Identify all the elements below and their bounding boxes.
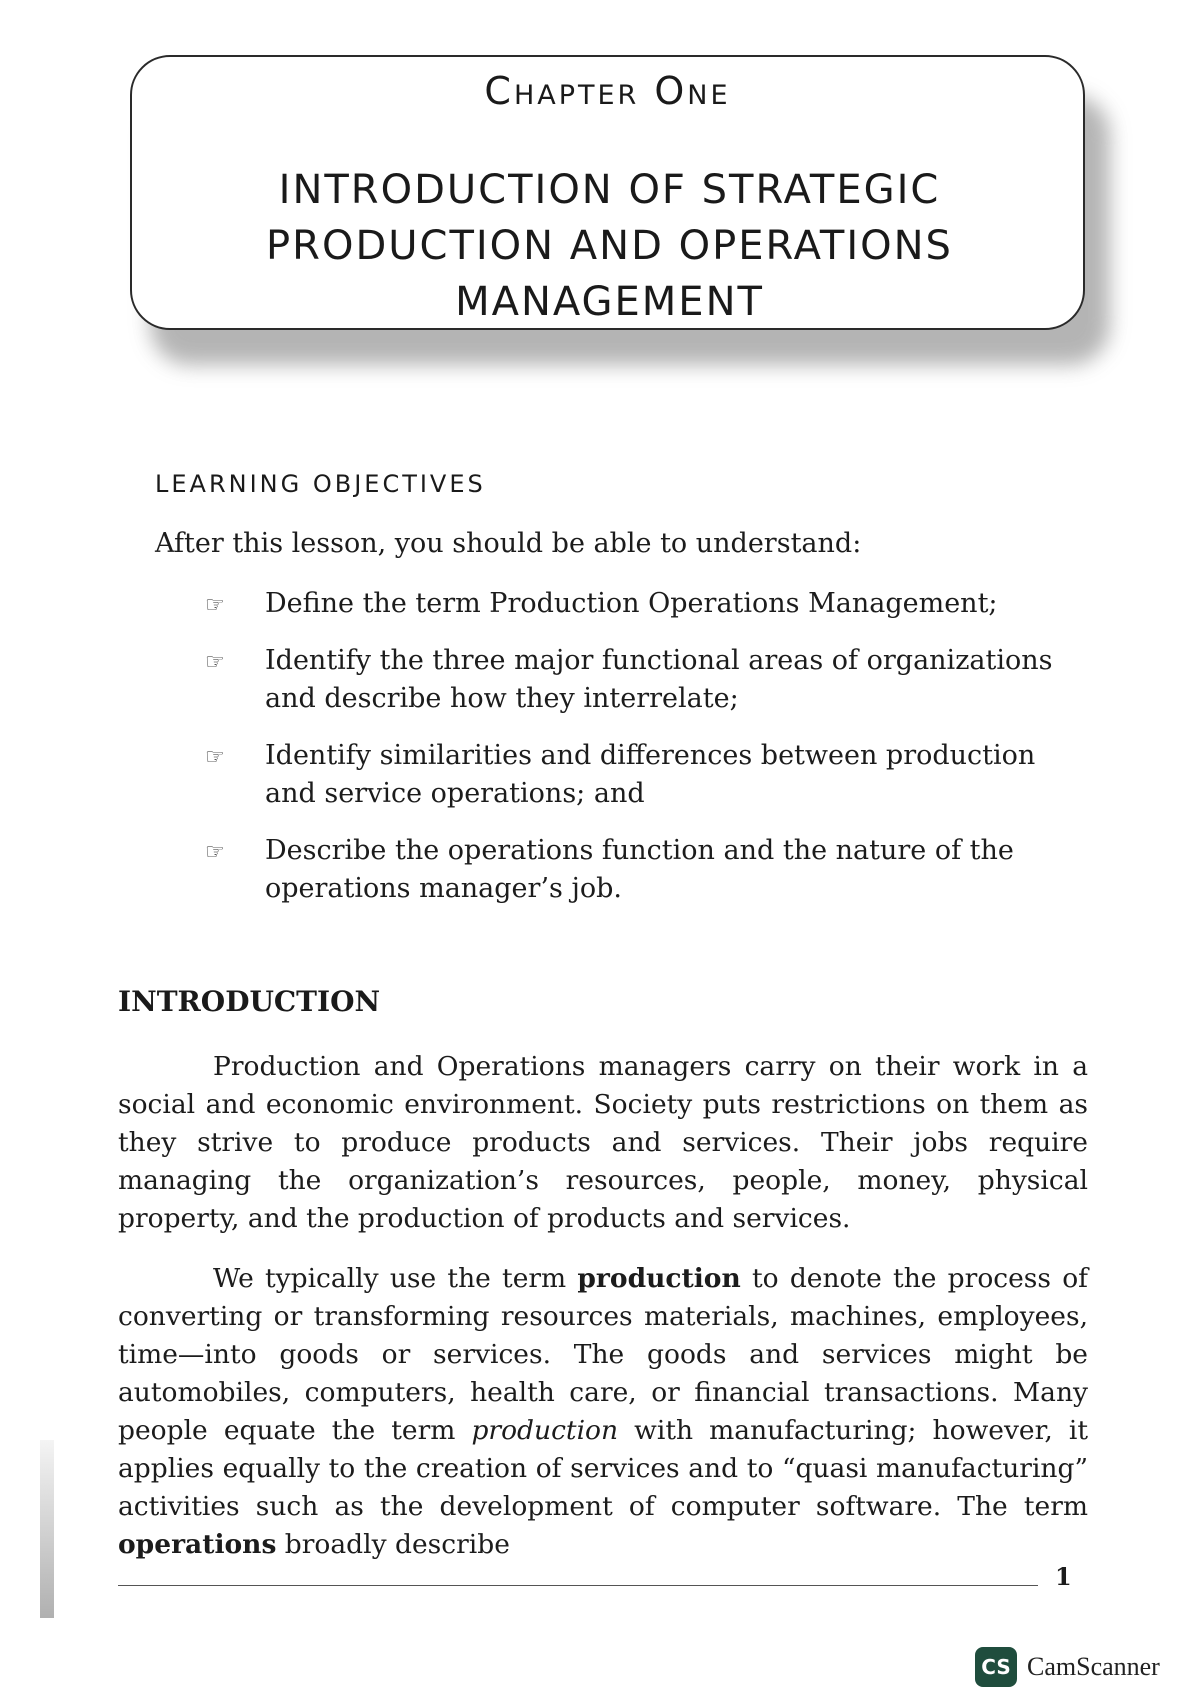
learning-objectives-intro: After this lesson, you should be able to understand:: [155, 528, 862, 559]
objective-text: Define the term Production Operations Management;: [265, 588, 998, 619]
pointing-hand-icon: ☞: [205, 745, 225, 770]
objective-text: Describe the operations function and the nature of the operations manager’s job.: [265, 835, 1014, 904]
learning-objectives-heading: LEARNING OBJECTIVES: [155, 470, 486, 498]
objective-text: Identify similarities and differences between production and service operations; and: [265, 740, 1036, 809]
chapter-title-line-3: MANAGEMENT: [455, 279, 764, 325]
introduction-paragraph-2: [118, 1260, 1088, 1564]
chapter-title-line-2: PRODUCTION AND OPERATIONS: [266, 223, 953, 269]
pointing-hand-icon: ☞: [205, 840, 225, 865]
camscanner-watermark: [975, 1645, 1160, 1689]
footer-rule: [118, 1585, 1038, 1586]
term-production: production: [577, 1263, 741, 1294]
introduction-paragraph-1: Production and Operations managers carry on their work in a social and economic environment. Society puts restrictions on them as they strive to produce products and services. Their jobs require managing the organization’s resources, people, money, physical property, and the production of products and services.: [118, 1051, 1088, 1234]
objectives-list: [205, 585, 1065, 927]
scan-edge-shadow: [40, 1440, 54, 1618]
paragraph-2-text-2: to denote the process of converting or transforming resources materials, machines, employees, time—into goods or services. The goods and services might be automobiles, computers, health care, or financial transactions. Many people equate the term: [118, 1263, 1088, 1446]
objective-item: [205, 737, 1065, 813]
pointing-hand-icon: ☞: [205, 650, 225, 675]
objective-item: [205, 642, 1065, 718]
chapter-title-line-1: INTRODUCTION OF STRATEGIC: [278, 167, 941, 213]
camscanner-logo: CS: [975, 1647, 1017, 1687]
objective-text: Identify the three major functional areas of organizations and describe how they interrelate;: [265, 645, 1053, 714]
objective-item: [205, 832, 1065, 908]
camscanner-name: CamScanner: [1027, 1652, 1160, 1681]
paragraph-2-text-1: We typically use the term: [213, 1263, 578, 1294]
term-operations: operations: [118, 1529, 277, 1560]
chapter-label: Chapter One: [484, 69, 731, 113]
introduction-heading: INTRODUCTION: [118, 985, 381, 1018]
paragraph-2-text-4: broadly describe: [276, 1529, 510, 1560]
pointing-hand-icon: ☞: [205, 593, 225, 618]
paragraph-2-text-3: with manufacturing; however, it applies equally to the creation of services and to “quasi manufacturing” activities such as the development of computer software. The term: [118, 1415, 1088, 1522]
page-number: 1: [1055, 1562, 1072, 1591]
objective-item: [205, 585, 1065, 623]
chapter-title: [142, 162, 1077, 330]
term-production-italic: production: [471, 1415, 619, 1446]
chapter-header-box: [130, 55, 1085, 330]
